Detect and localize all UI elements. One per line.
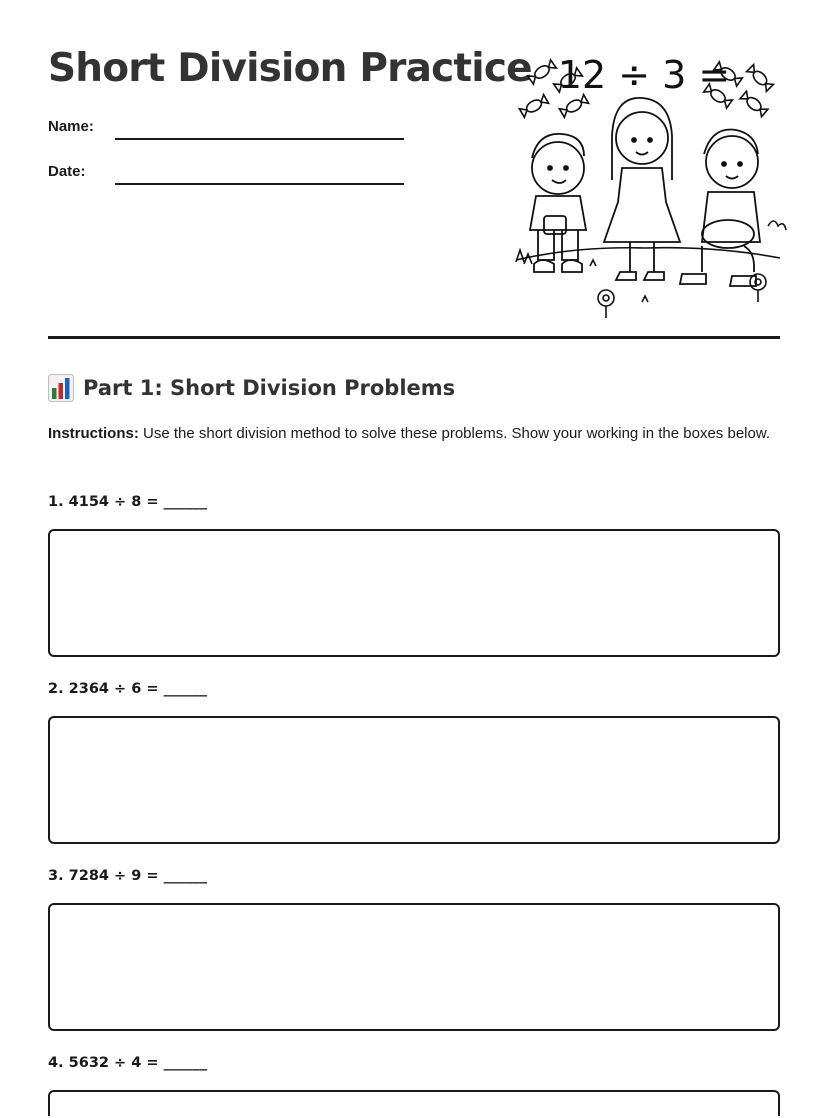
page-title: Short Division Practice <box>48 46 532 91</box>
section-divider <box>48 336 780 339</box>
name-label: Name: <box>48 118 94 135</box>
section-title: Part 1: Short Division Problems <box>83 376 456 400</box>
child-middle <box>604 98 680 280</box>
name-field[interactable] <box>115 138 404 140</box>
problem-4-work-box[interactable] <box>48 1090 780 1116</box>
children-sharing-candy-illustration <box>506 50 788 320</box>
instructions-bold-label: Instructions: <box>48 425 139 442</box>
grass-and-flowers <box>516 221 786 318</box>
date-label: Date: <box>48 163 86 180</box>
problem-3-label: 3. 7284 ÷ 9 = ______ <box>48 868 208 884</box>
problem-1-label: 1. 4154 ÷ 8 = ______ <box>48 494 208 510</box>
bar-chart-icon <box>48 374 74 402</box>
problem-4-label: 4. 5632 ÷ 4 = ______ <box>48 1055 208 1071</box>
instructions <box>48 421 780 446</box>
section-header <box>48 374 455 402</box>
equation-text: 12 ÷ 3 = <box>557 53 731 97</box>
problem-2-work-box[interactable] <box>48 716 780 844</box>
child-right <box>680 130 760 287</box>
problem-3-work-box[interactable] <box>48 903 780 1031</box>
problem-1-work-box[interactable] <box>48 529 780 657</box>
date-field[interactable] <box>115 183 404 185</box>
child-left <box>530 134 586 272</box>
instructions-text: Use the short division method to solve these problems. Show your working in the boxes below. <box>138 425 771 442</box>
problem-2-label: 2. 2364 ÷ 6 = ______ <box>48 681 208 697</box>
